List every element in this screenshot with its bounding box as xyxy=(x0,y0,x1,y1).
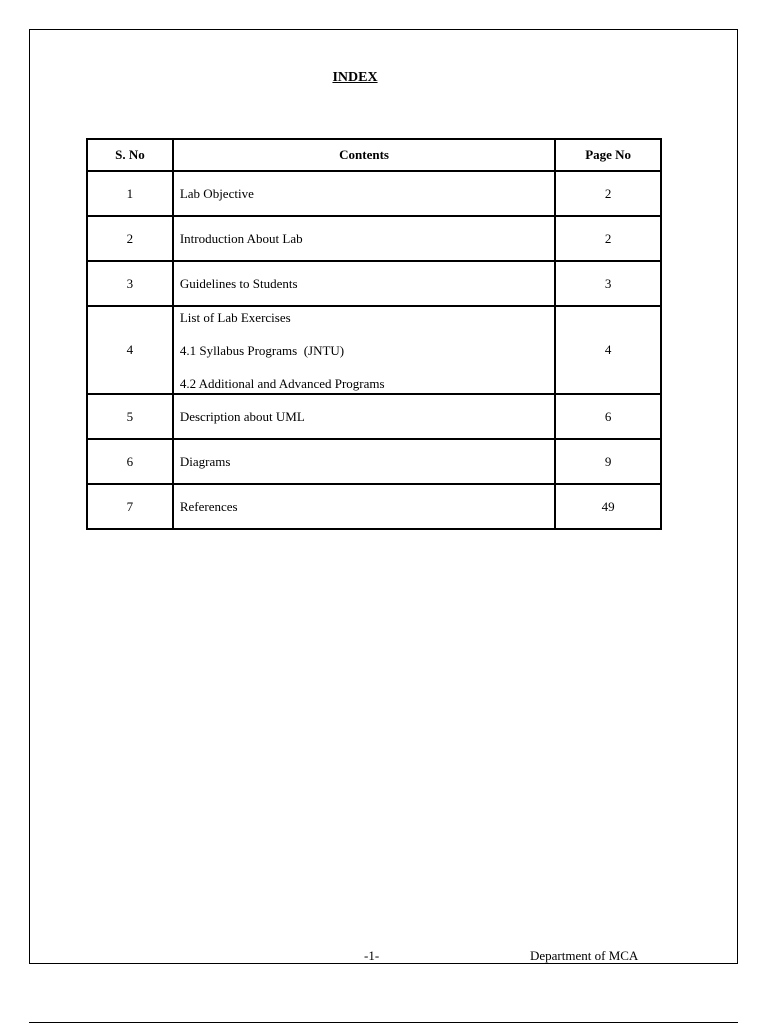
row-sno: 5 xyxy=(87,394,173,439)
row-contents: Diagrams xyxy=(173,439,555,484)
header-page-no: Page No xyxy=(555,139,661,171)
row-sno: 2 xyxy=(87,216,173,261)
table-row xyxy=(87,439,661,484)
table-row xyxy=(87,306,661,394)
table-row xyxy=(87,484,661,529)
content-line: 4.1 Syllabus Programs (JNTU) xyxy=(179,342,345,358)
table-row xyxy=(87,261,661,306)
row-page-no: 2 xyxy=(555,171,661,216)
row-sno: 7 xyxy=(87,484,173,529)
row-page-no: 49 xyxy=(555,484,661,529)
document-page xyxy=(29,29,738,964)
row-page-no: 6 xyxy=(555,394,661,439)
row-sno: 1 xyxy=(87,171,173,216)
table-row xyxy=(87,171,661,216)
row-contents: Lab Objective xyxy=(173,171,555,216)
row-contents xyxy=(173,306,555,394)
row-contents: Guidelines to Students xyxy=(173,261,555,306)
footer-page-number: -1- xyxy=(364,948,380,963)
page-title: INDEX xyxy=(332,70,378,85)
row-page-no: 9 xyxy=(555,439,661,484)
row-sno: 3 xyxy=(87,261,173,306)
next-page-edge xyxy=(29,1022,738,1023)
row-contents: Introduction About Lab xyxy=(173,216,555,261)
table-header-row xyxy=(87,139,661,171)
content-line: List of Lab Exercises xyxy=(179,309,291,325)
footer-department: Department of MCA xyxy=(530,948,639,963)
row-sno: 6 xyxy=(87,439,173,484)
row-sno: 4 xyxy=(87,306,173,394)
row-contents: Description about UML xyxy=(173,394,555,439)
content-line: 4.2 Additional and Advanced Programs xyxy=(179,375,385,391)
header-contents: Contents xyxy=(173,139,555,171)
table-row xyxy=(87,394,661,439)
table-row xyxy=(87,216,661,261)
row-page-no: 3 xyxy=(555,261,661,306)
row-page-no: 2 xyxy=(555,216,661,261)
header-sno: S. No xyxy=(87,139,173,171)
index-table xyxy=(86,138,662,530)
row-page-no: 4 xyxy=(555,306,661,394)
row-contents: References xyxy=(173,484,555,529)
